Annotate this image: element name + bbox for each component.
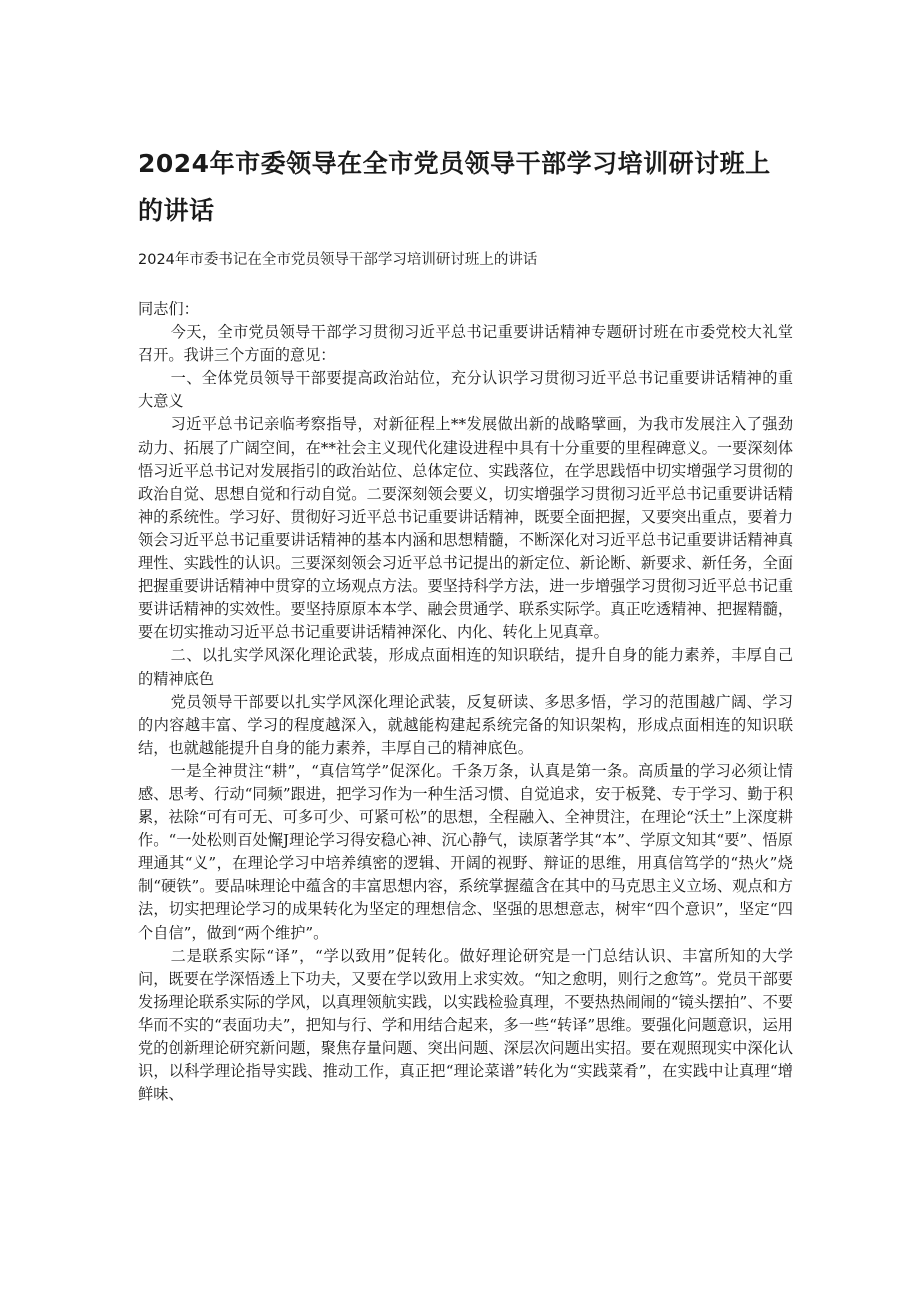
paragraph: 二是联系实际“译”，“学以致用”促转化。做好理论研究是一门总结认识、丰富所知的大学问，既要在学深悟透上下功夫，又要在学以致用上求实效。“知之愈明，则行之愈笃”。党员干部要发扬理论联系实际的学风，以真理领航实践，以实践检验真理，不要热热闹闹的“镜头摆拍”、不要华而不实的“表面功夫”，把知与行、学和用结合起来，多一些“转译”思维。要强化问题意识，运用党的创新理论研究新问题，聚焦存量问题、突出问题、深层次问题出实招。要在观照现实中深化认识，以科学理论指导实践、推动工作，真正把“理论菜谱”转化为“实践菜肴”，在实践中让真理“增鲜味、 — [138, 946, 793, 1104]
document-body — [138, 298, 793, 1106]
paragraph: 习近平总书记亲临考察指导，对新征程上**发展做出新的战略擘画，为我市发展注入了强劲动力、拓展了广阔空间，在**社会主义现代化建设进程中具有十分重要的里程碑意义。一要深刻体悟习近平总书记对发展指引的政治站位、总体定位、实践落位，在学思践悟中切实增强学习贯彻的政治自觉、思想自觉和行动自觉。二要深刻领会要义，切实增强学习贯彻习近平总书记重要讲话精神的系统性。学习好、贯彻好习近平总书记重要讲话精神，既要全面把握，又要突出重点，要着力领会习近平总书记重要讲话精神的基本内涵和思想精髓，不断深化对习近平总书记重要讲话精神真理性、实践性的认识。三要深刻领会习近平总书记提出的新定位、新论断、新要求、新任务，全面把握重要讲话精神中贯穿的立场观点方法。要坚持科学方法，进一步增强学习贯彻习近平总书记重要讲话精神的实效性。要坚持原原本本学、融会贯通学、联系实际学。真正吃透精神、把握精髓，要在切实推动习近平总书记重要讲话精神深化、内化、转化上见真章。 — [138, 415, 793, 642]
section-heading-1: 一、全体党员领导干部要提高政治站位，充分认识学习贯彻习近平总书记重要讲话精神的重大意义 — [138, 369, 793, 411]
document-subtitle: 2024年市委书记在全市党员领导干部学习培训研讨班上的讲话 — [138, 252, 538, 268]
paragraph-intro: 今天，全市党员领导干部学习贯彻习近平总书记重要讲话精神专题研讨班在市委党校大礼堂召开。我讲三个方面的意见： — [138, 323, 793, 365]
salutation: 同志们： — [138, 300, 199, 318]
paragraph: 党员领导干部要以扎实学风深化理论武装，反复研读、多思多悟，学习的范围越广阔、学习的内容越丰富、学习的程度越深入，就越能构建起系统完备的知识架构，形成点面相连的知识联结，也就越能提升自身的能力素养，丰厚自己的精神底色。 — [138, 692, 793, 757]
section-heading-2: 二、以扎实学风深化理论武装，形成点面相连的知识联结，提升自身的能力素养，丰厚自己的精神底色 — [138, 646, 793, 688]
document-title: 2024年市委领导在全市党员领导干部学习培训研讨班上的讲话 — [138, 149, 771, 225]
paragraph: 一是全神贯注“耕”，“真信笃学”促深化。千条万条，认真是第一条。高质量的学习必须让情感、思考、行动“同频”跟进，把学习作为一种生活习惯、自觉追求，安于板凳、专于学习、勤于积累，祛除“可有可无、可多可少、可紧可松”的思想，全程融入、全神贯注，在理论“沃土”上深度耕作。“一处松则百处懈J理论学习得安稳心神、沉心静气，读原著学其“本”、学原文知其“要”、悟原理通其“义”，在理论学习中培养缜密的逻辑、开阔的视野、辩证的思维，用真信笃学的“热火”烧制“硬铁”。要品味理论中蕴含的丰富思想内容，系统掌握蕴含在其中的马克思主义立场、观点和方法，切实把理论学习的成果转化为坚定的理想信念、坚强的思想意志，树牢“四个意识”，坚定“四个自信”，做到“两个维护”。 — [138, 761, 793, 942]
